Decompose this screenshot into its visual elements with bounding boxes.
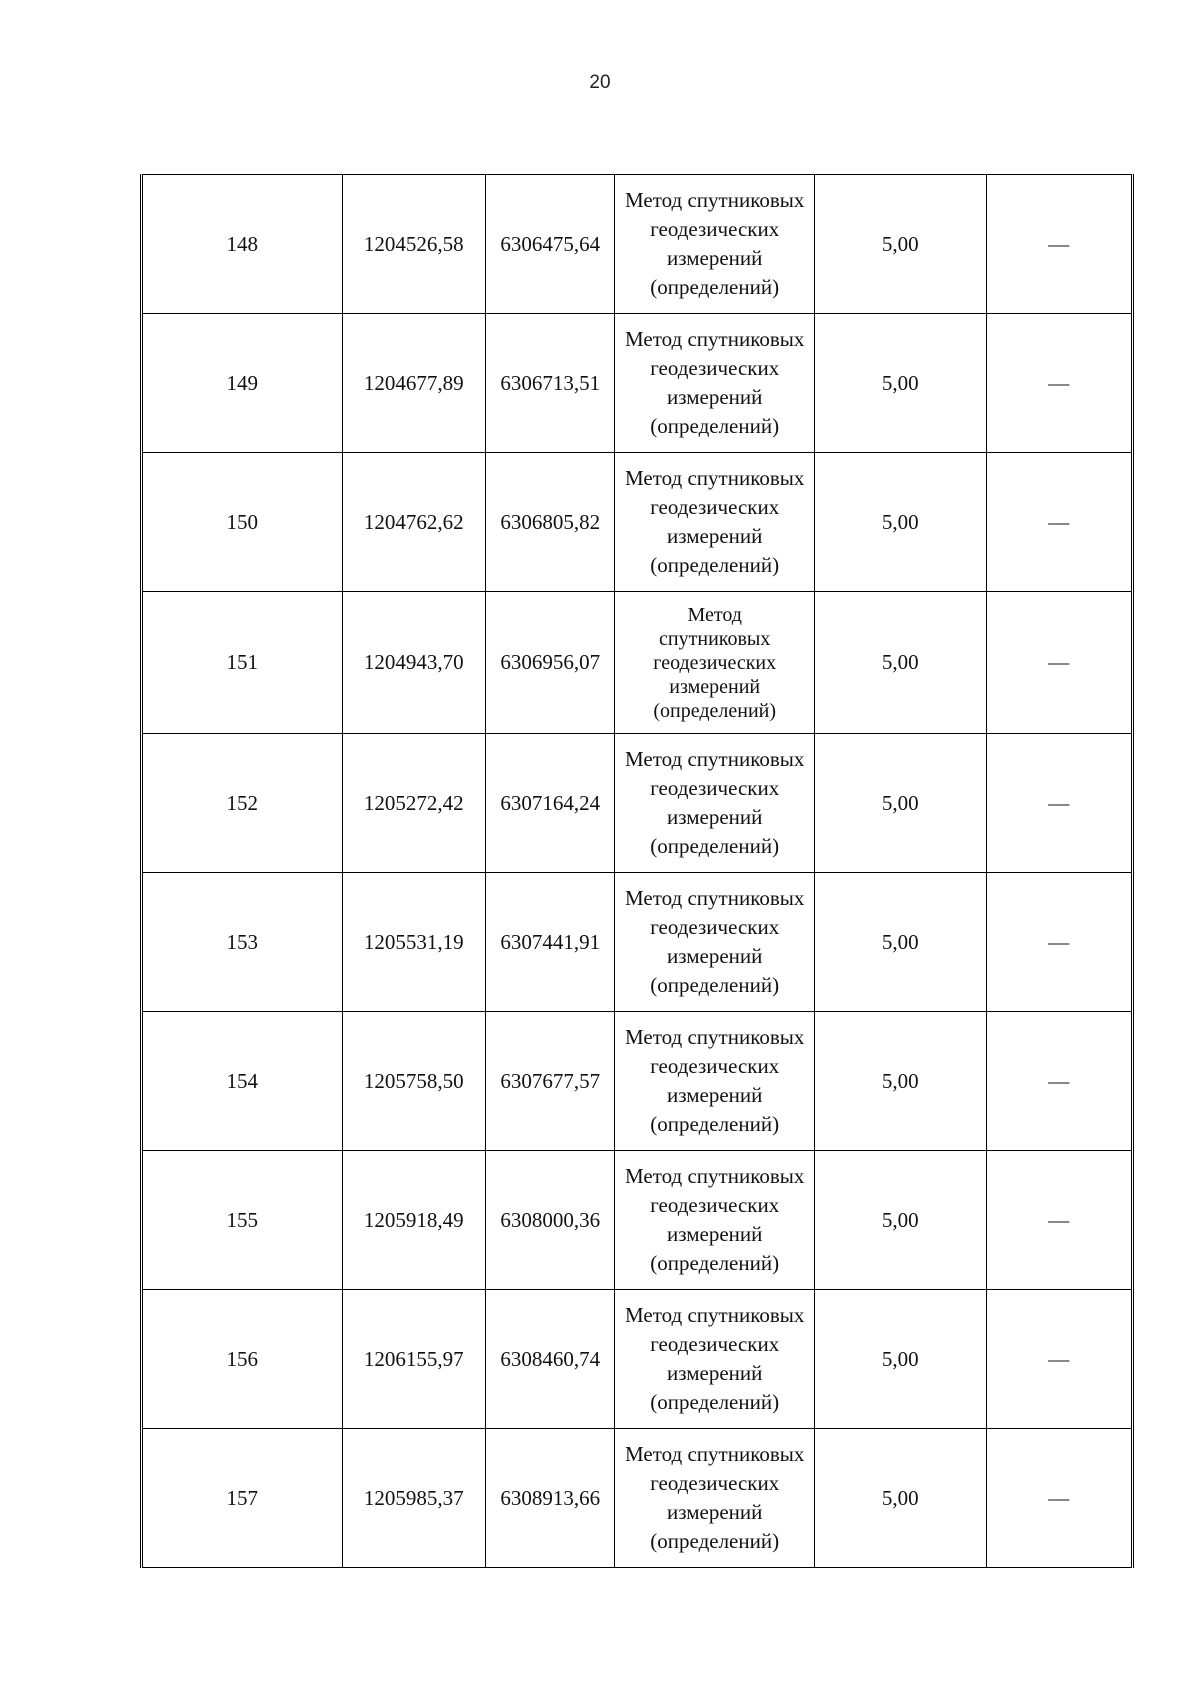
note-cell: — (986, 453, 1132, 592)
method-cell (615, 873, 815, 1012)
point-number-cell: 148 (142, 175, 343, 314)
method-text: Метод спутниковых геодезических измерений (определений) (625, 886, 805, 997)
table-row (142, 734, 1133, 873)
note-cell: — (986, 734, 1132, 873)
note-cell: — (986, 314, 1132, 453)
x-coordinate-cell: 1204677,89 (342, 314, 485, 453)
table-row (142, 873, 1133, 1012)
accuracy-cell: 5,00 (815, 1290, 987, 1429)
x-coordinate-cell: 1205272,42 (342, 734, 485, 873)
method-text: Метод спутниковых геодезических измерений (определений) (625, 327, 805, 438)
accuracy-cell: 5,00 (815, 1012, 987, 1151)
y-coordinate-cell: 6307441,91 (486, 873, 615, 1012)
x-coordinate-cell: 1204526,58 (342, 175, 485, 314)
point-number-cell: 153 (142, 873, 343, 1012)
method-cell (615, 453, 815, 592)
table-row (142, 175, 1133, 314)
accuracy-cell: 5,00 (815, 1429, 987, 1568)
y-coordinate-cell: 6307677,57 (486, 1012, 615, 1151)
x-coordinate-cell: 1205985,37 (342, 1429, 485, 1568)
method-text: Метод спутниковых геодезических измерений (определений) (625, 466, 805, 577)
y-coordinate-cell: 6308460,74 (486, 1290, 615, 1429)
method-cell (615, 314, 815, 453)
method-text: Метод спутниковых геодезических измерений (определений) (625, 188, 805, 299)
accuracy-cell: 5,00 (815, 175, 987, 314)
y-coordinate-cell: 6308000,36 (486, 1151, 615, 1290)
x-coordinate-cell: 1204943,70 (342, 592, 485, 734)
note-cell: — (986, 592, 1132, 734)
point-number-cell: 156 (142, 1290, 343, 1429)
x-coordinate-cell: 1205531,19 (342, 873, 485, 1012)
y-coordinate-cell: 6308913,66 (486, 1429, 615, 1568)
point-number-cell: 151 (142, 592, 343, 734)
coordinates-table-body (142, 175, 1133, 1568)
note-cell: — (986, 1012, 1132, 1151)
method-cell (615, 1151, 815, 1290)
y-coordinate-cell: 6306475,64 (486, 175, 615, 314)
point-number-cell: 152 (142, 734, 343, 873)
point-number-cell: 155 (142, 1151, 343, 1290)
coordinates-table (140, 174, 1134, 1568)
table-row (142, 1151, 1133, 1290)
table-row (142, 592, 1133, 734)
method-cell (615, 592, 815, 734)
accuracy-cell: 5,00 (815, 873, 987, 1012)
accuracy-cell: 5,00 (815, 592, 987, 734)
method-cell (615, 1429, 815, 1568)
method-text: Метод спутниковых геодезических измерений (определений) (653, 603, 777, 722)
x-coordinate-cell: 1205918,49 (342, 1151, 485, 1290)
note-cell: — (986, 1429, 1132, 1568)
table-row (142, 1429, 1133, 1568)
accuracy-cell: 5,00 (815, 453, 987, 592)
accuracy-cell: 5,00 (815, 734, 987, 873)
table-row (142, 314, 1133, 453)
method-text: Метод спутниковых геодезических измерений (определений) (625, 747, 805, 858)
method-cell (615, 1290, 815, 1429)
x-coordinate-cell: 1206155,97 (342, 1290, 485, 1429)
method-text: Метод спутниковых геодезических измерений (определений) (625, 1025, 805, 1136)
method-cell (615, 734, 815, 873)
note-cell: — (986, 1151, 1132, 1290)
y-coordinate-cell: 6306956,07 (486, 592, 615, 734)
y-coordinate-cell: 6306713,51 (486, 314, 615, 453)
method-text: Метод спутниковых геодезических измерений (определений) (625, 1164, 805, 1275)
method-cell (615, 175, 815, 314)
note-cell: — (986, 175, 1132, 314)
y-coordinate-cell: 6307164,24 (486, 734, 615, 873)
x-coordinate-cell: 1204762,62 (342, 453, 485, 592)
point-number-cell: 149 (142, 314, 343, 453)
method-text: Метод спутниковых геодезических измерений (определений) (625, 1303, 805, 1414)
method-text: Метод спутниковых геодезических измерений (определений) (625, 1442, 805, 1553)
note-cell: — (986, 1290, 1132, 1429)
point-number-cell: 150 (142, 453, 343, 592)
method-cell (615, 1012, 815, 1151)
accuracy-cell: 5,00 (815, 314, 987, 453)
y-coordinate-cell: 6306805,82 (486, 453, 615, 592)
table-row (142, 1012, 1133, 1151)
table-row (142, 1290, 1133, 1429)
x-coordinate-cell: 1205758,50 (342, 1012, 485, 1151)
page-number: 20 (589, 72, 611, 93)
note-cell: — (986, 873, 1132, 1012)
table-row (142, 453, 1133, 592)
accuracy-cell: 5,00 (815, 1151, 987, 1290)
point-number-cell: 154 (142, 1012, 343, 1151)
point-number-cell: 157 (142, 1429, 343, 1568)
